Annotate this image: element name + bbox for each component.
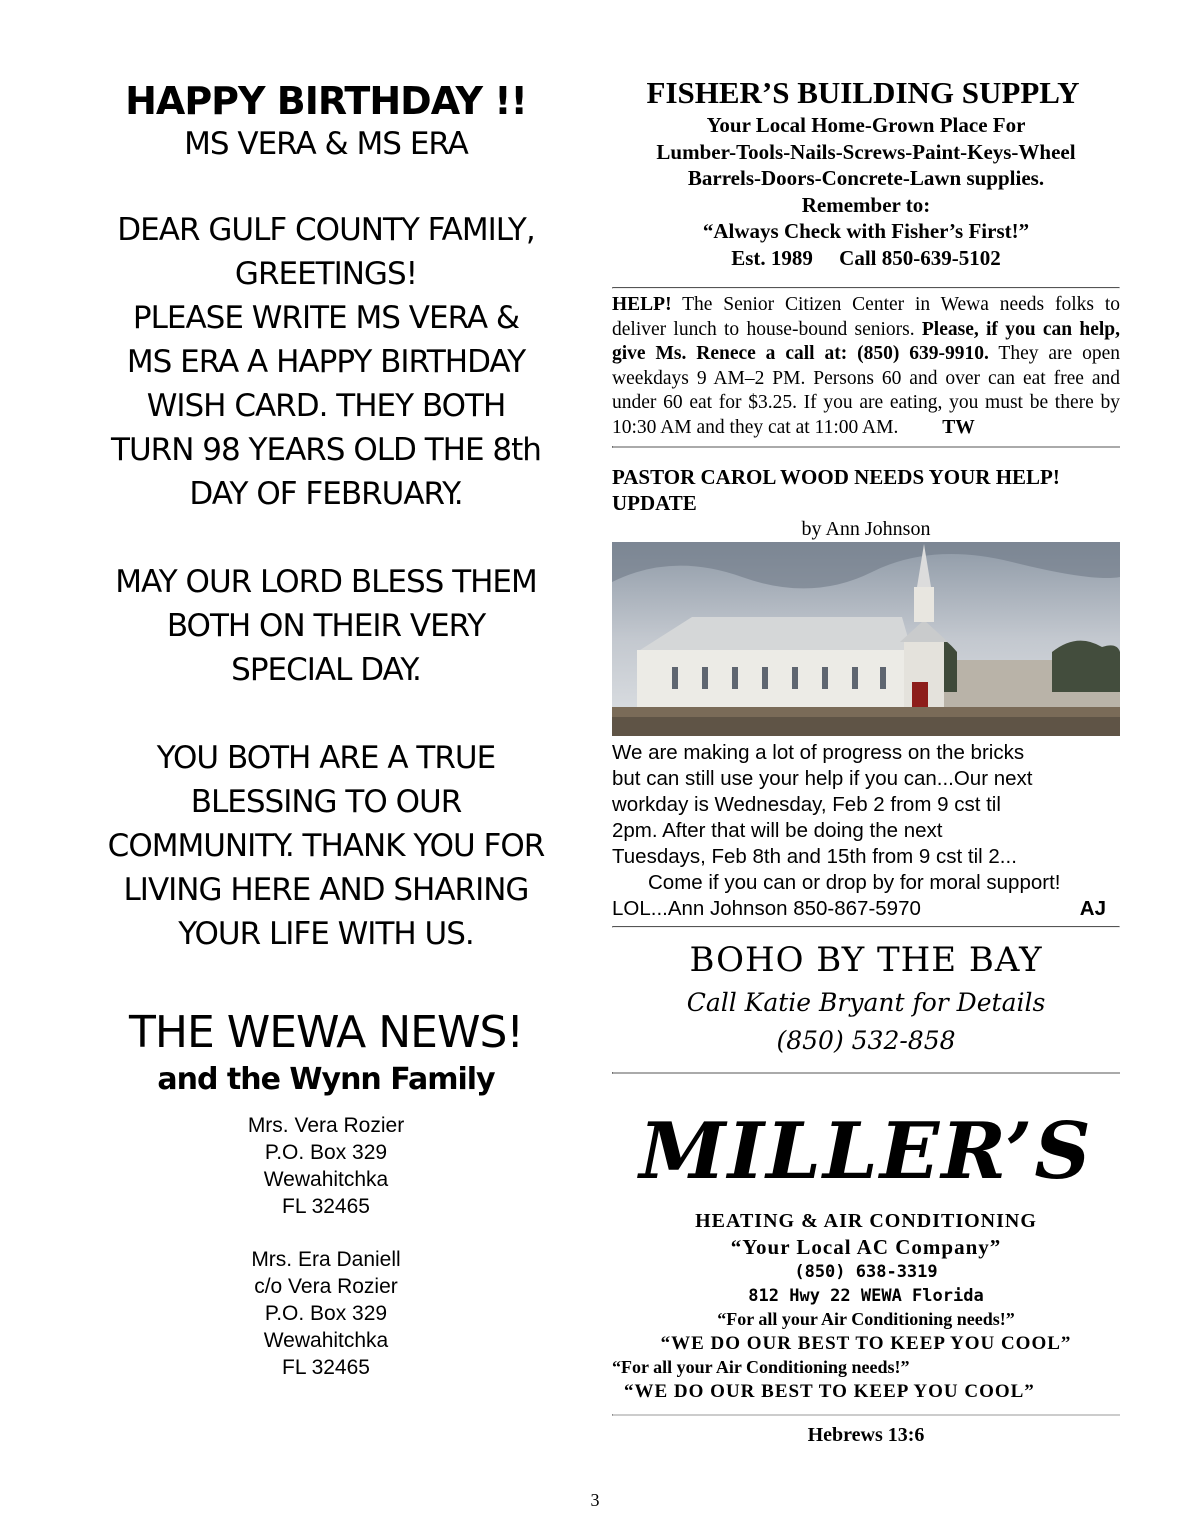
address-line: Wewahitchka bbox=[263, 1168, 389, 1191]
thanks-line: BLESSING TO OUR bbox=[190, 784, 462, 820]
millers-line: “WE DO OUR BEST TO KEEP YOU COOL” bbox=[660, 1333, 1072, 1354]
address-line: c/o Vera Rozier bbox=[254, 1275, 398, 1298]
greeting-line: PLEASE WRITE MS VERA & bbox=[132, 300, 520, 336]
fisher-line: Lumber-Tools-Nails-Screws-Paint-Keys-Wheel bbox=[656, 139, 1076, 164]
blessing-line: MAY OUR LORD BLESS THEM bbox=[115, 564, 537, 600]
birthday-subtitle: MS VERA & MS ERA bbox=[184, 126, 468, 162]
pastor-byline: by Ann Johnson bbox=[801, 518, 931, 540]
pastor-update bbox=[612, 740, 1120, 922]
update-line: workday is Wednesday, Feb 2 from 9 cst til bbox=[612, 793, 1001, 816]
update-contact: LOL...Ann Johnson 850-867-5970 bbox=[612, 897, 921, 920]
greeting-line: DEAR GULF COUNTY FAMILY, bbox=[117, 212, 535, 248]
greeting-line: WISH CARD. THEY BOTH bbox=[146, 388, 506, 424]
address-line: FL 32465 bbox=[282, 1356, 370, 1379]
address-line: FL 32465 bbox=[282, 1195, 370, 1218]
millers-phone: (850) 638-3319 bbox=[794, 1262, 938, 1282]
greeting-block bbox=[62, 208, 590, 516]
address-vera bbox=[62, 1112, 590, 1220]
divider bbox=[612, 446, 1120, 448]
address-era bbox=[62, 1246, 590, 1381]
divider bbox=[612, 1414, 1120, 1416]
boho-phone: (850) 532-858 bbox=[776, 1026, 956, 1055]
help-initials: TW bbox=[942, 416, 975, 438]
fisher-line: Remember to: bbox=[801, 192, 931, 217]
fisher-title: FISHER’S BUILDING SUPPLY bbox=[646, 75, 1080, 110]
fisher-contact bbox=[612, 245, 1120, 272]
update-initials: AJ bbox=[1079, 897, 1106, 920]
update-line: but can still use your help if you can...Our next bbox=[612, 767, 1033, 790]
millers-address: 812 Hwy 22 WEWA Florida bbox=[748, 1286, 984, 1306]
news-title: THE WEWA NEWS! bbox=[128, 1007, 524, 1058]
fisher-ad bbox=[612, 112, 1120, 271]
page-number: 3 bbox=[590, 1490, 600, 1510]
divider bbox=[612, 287, 1120, 289]
fisher-est: Est. 1989 bbox=[731, 245, 813, 270]
thanks-line: YOUR LIFE WITH US. bbox=[178, 916, 474, 952]
update-line: Tuesdays, Feb 8th and 15th from 9 cst til 2... bbox=[612, 845, 1017, 868]
address-line: P.O. Box 329 bbox=[264, 1141, 388, 1164]
update-line: 2pm. After that will be doing the next bbox=[612, 819, 943, 842]
divider bbox=[612, 926, 1120, 928]
fisher-line: “Always Check with Fisher’s First!” bbox=[702, 219, 1030, 243]
greeting-line: TURN 98 YEARS OLD THE 8th bbox=[111, 432, 541, 468]
thanks-line: LIVING HERE AND SHARING bbox=[123, 872, 529, 908]
millers-logo: MILLER’S bbox=[639, 1106, 1093, 1197]
address-line: Wewahitchka bbox=[263, 1329, 389, 1352]
birthday-column bbox=[62, 78, 590, 1407]
news-subtitle: and the Wynn Family bbox=[157, 1062, 495, 1097]
millers-line: “WE DO OUR BEST TO KEEP YOU COOL” bbox=[624, 1381, 1035, 1402]
church-photo bbox=[612, 542, 1120, 736]
fisher-phone: Call 850-639-5102 bbox=[839, 245, 1001, 270]
millers-line: “Your Local AC Company” bbox=[730, 1235, 1002, 1259]
help-text: They are open weekdays 9 AM–2 PM. Persons 60 and over can eat free and under 60 eat for $3.25. If you are eating, you must be there by 10:30 AM and they cat at 11:00 AM. bbox=[612, 343, 1120, 438]
ads-column bbox=[612, 74, 1120, 1448]
blessing-line: SPECIAL DAY. bbox=[231, 652, 421, 688]
address-line: P.O. Box 329 bbox=[264, 1302, 388, 1325]
thanks-block bbox=[62, 736, 590, 956]
greeting-line: GREETINGS! bbox=[234, 256, 418, 292]
help-lead: HELP! bbox=[612, 294, 672, 315]
thanks-line: COMMUNITY. THANK YOU FOR bbox=[107, 828, 545, 864]
millers-line: “For all your Air Conditioning needs!” bbox=[612, 1357, 910, 1377]
millers-verse: Hebrews 13:6 bbox=[807, 1424, 925, 1446]
millers-line: HEATING & AIR CONDITIONING bbox=[695, 1210, 1037, 1232]
millers-line: “For all your Air Conditioning needs!” bbox=[717, 1309, 1015, 1329]
boho-details: Call Katie Bryant for Details bbox=[686, 988, 1046, 1017]
help-contact: Please, if you can help, give Ms. Renece a call at: (850) 639-9910. bbox=[612, 318, 1120, 364]
blessing-line: BOTH ON THEIR VERY bbox=[166, 608, 486, 644]
divider bbox=[612, 1072, 1120, 1074]
blessing-block bbox=[62, 560, 590, 692]
greeting-line: DAY OF FEBRUARY. bbox=[189, 476, 463, 512]
greeting-line: MS ERA A HAPPY BIRTHDAY bbox=[126, 344, 526, 380]
pastor-title: PASTOR CAROL WOOD NEEDS YOUR HELP! UPDATE bbox=[612, 465, 1060, 515]
address-list bbox=[62, 1112, 590, 1381]
fisher-line: Your Local Home-Grown Place For bbox=[706, 113, 1026, 137]
address-line: Mrs. Vera Rozier bbox=[247, 1114, 405, 1137]
update-signoff bbox=[612, 896, 1120, 922]
thanks-line: YOU BOTH ARE A TRUE bbox=[156, 740, 496, 776]
help-text: The Senior Citizen Center in Wewa needs folks to deliver lunch to house-bound seniors. bbox=[612, 294, 1120, 340]
address-line: Mrs. Era Daniell bbox=[251, 1248, 401, 1271]
millers-ad bbox=[612, 1208, 1120, 1404]
fisher-line: Barrels-Doors-Concrete-Lawn supplies. bbox=[687, 166, 1045, 190]
birthday-title: HAPPY BIRTHDAY !! bbox=[125, 79, 527, 123]
boho-title: BOHO BY THE BAY bbox=[689, 940, 1043, 980]
update-line: We are making a lot of progress on the bricks bbox=[612, 741, 1025, 764]
update-line: Come if you can or drop by for moral support! bbox=[648, 871, 1061, 894]
help-notice bbox=[612, 293, 1120, 440]
